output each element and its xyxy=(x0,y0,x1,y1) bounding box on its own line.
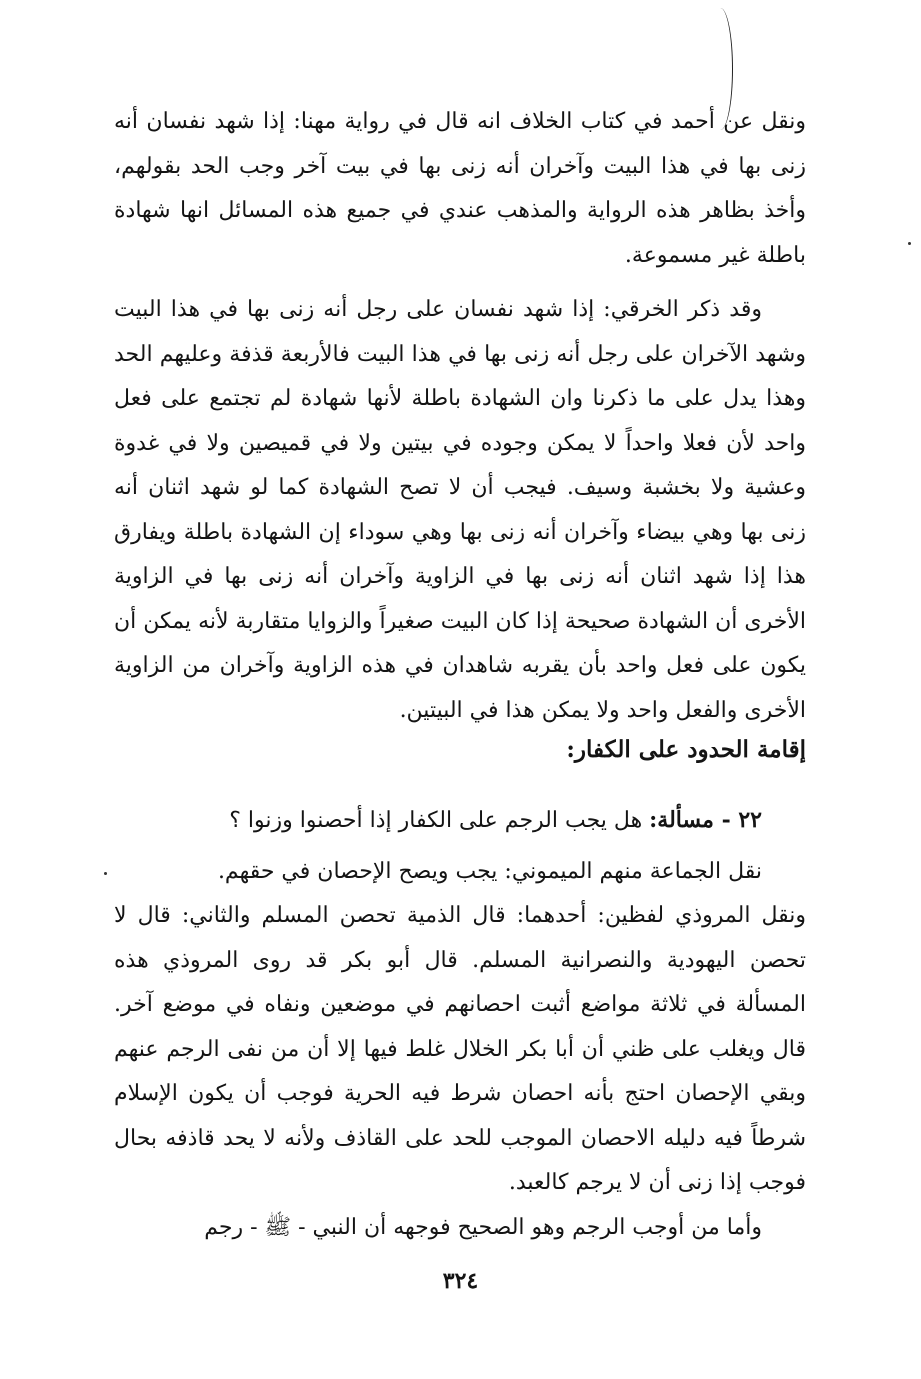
section-heading: إقامة الحدود على الكفار: xyxy=(566,736,806,763)
text-block-1 xyxy=(114,100,806,733)
scan-speck xyxy=(104,872,107,875)
question-number: ٢٢ - مسألة: xyxy=(649,807,762,833)
text-block-2 xyxy=(114,798,806,1250)
question-line xyxy=(114,798,806,844)
paragraph-5: وأما من أوجب الرجم وهو الصحيح فوجهه أن النبي - ﷺ - رجم xyxy=(204,1214,762,1240)
paragraph-2: وقد ذكر الخرقي: إذا شهد نفسان على رجل أنه زنى بها في هذا البيت وشهد الآخران على رجل أنه زنى بها في هذا البيت فالأربعة قذفة وعليهم الحد وهذا يدل على ما ذكرنا وان الشهادة باطلة لأنها شهادة لم تجتمع على فعل واحد لأن فعلا واحداً لا يمكن وجوده في بيتين ولا في قميصين ولا في غدوة وعشية ولا بخشبة وسيف. فيجب أن لا تصح الشهادة كما لو شهد اثنان أنه زنى بها وهي بيضاء وآخران أنه زنى بها وهي سوداء إن الشهادة باطلة ويفارق هذا إذا شهد اثنان أنه زنى بها في الزاوية وآخران أنه زنى بها في الزاوية الأخرى أن الشهادة صحيحة إذا كان البيت صغيراً والزوايا متقاربة لأنه يمكن أن يكون على فعل واحد بأن يقربه شاهدان في هذه الزاوية وآخران من الزاوية الأخرى والفعل واحد ولا يمكن هذا في البيتين. xyxy=(114,297,806,723)
page-number: ٣٢٤ xyxy=(442,1268,479,1294)
paragraph-4: ونقل المروذي لفظين: أحدهما: قال الذمية تحصن المسلم والثاني: قال لا تحصن اليهودية والنصرانية المسلم. قال أبو بكر قد روى المروذي هذه المسألة في ثلاثة مواضع أثبت احصانهم في موضعين ونفاه في موضع آخر. قال ويغلب على ظني أن أبا بكر الخلال غلط فيها إلا أن من نفى الرجم عنهم وبقي الإحصان احتج بأنه احصان شرط فيه الحرية فوجب أن يكون الإسلام شرطاً فيه دليله الاحصان الموجب للحد على القاذف ولأنه لا يحد قاذفه بحال فوجب إذا زنى أن لا يرجم كالعبد. xyxy=(114,903,806,1195)
scan-speck xyxy=(908,242,911,245)
paragraph-3: نقل الجماعة منهم الميموني: يجب ويصح الإحصان في حقهم. xyxy=(217,858,762,884)
paragraph-1: ونقل عن أحمد في كتاب الخلاف انه قال في رواية مهنا: إذا شهد نفسان أنه زنى بها في هذا البيت وآخران أنه زنى بها في بيت آخر وجب الحد بقولهم، وأخذ بظاهر هذه الرواية والمذهب عندي في جميع هذه المسائل انها شهادة باطلة غير مسموعة. xyxy=(114,109,806,268)
question-text: هل يجب الرجم على الكفار إذا أحصنوا وزنوا ؟ xyxy=(229,808,643,833)
